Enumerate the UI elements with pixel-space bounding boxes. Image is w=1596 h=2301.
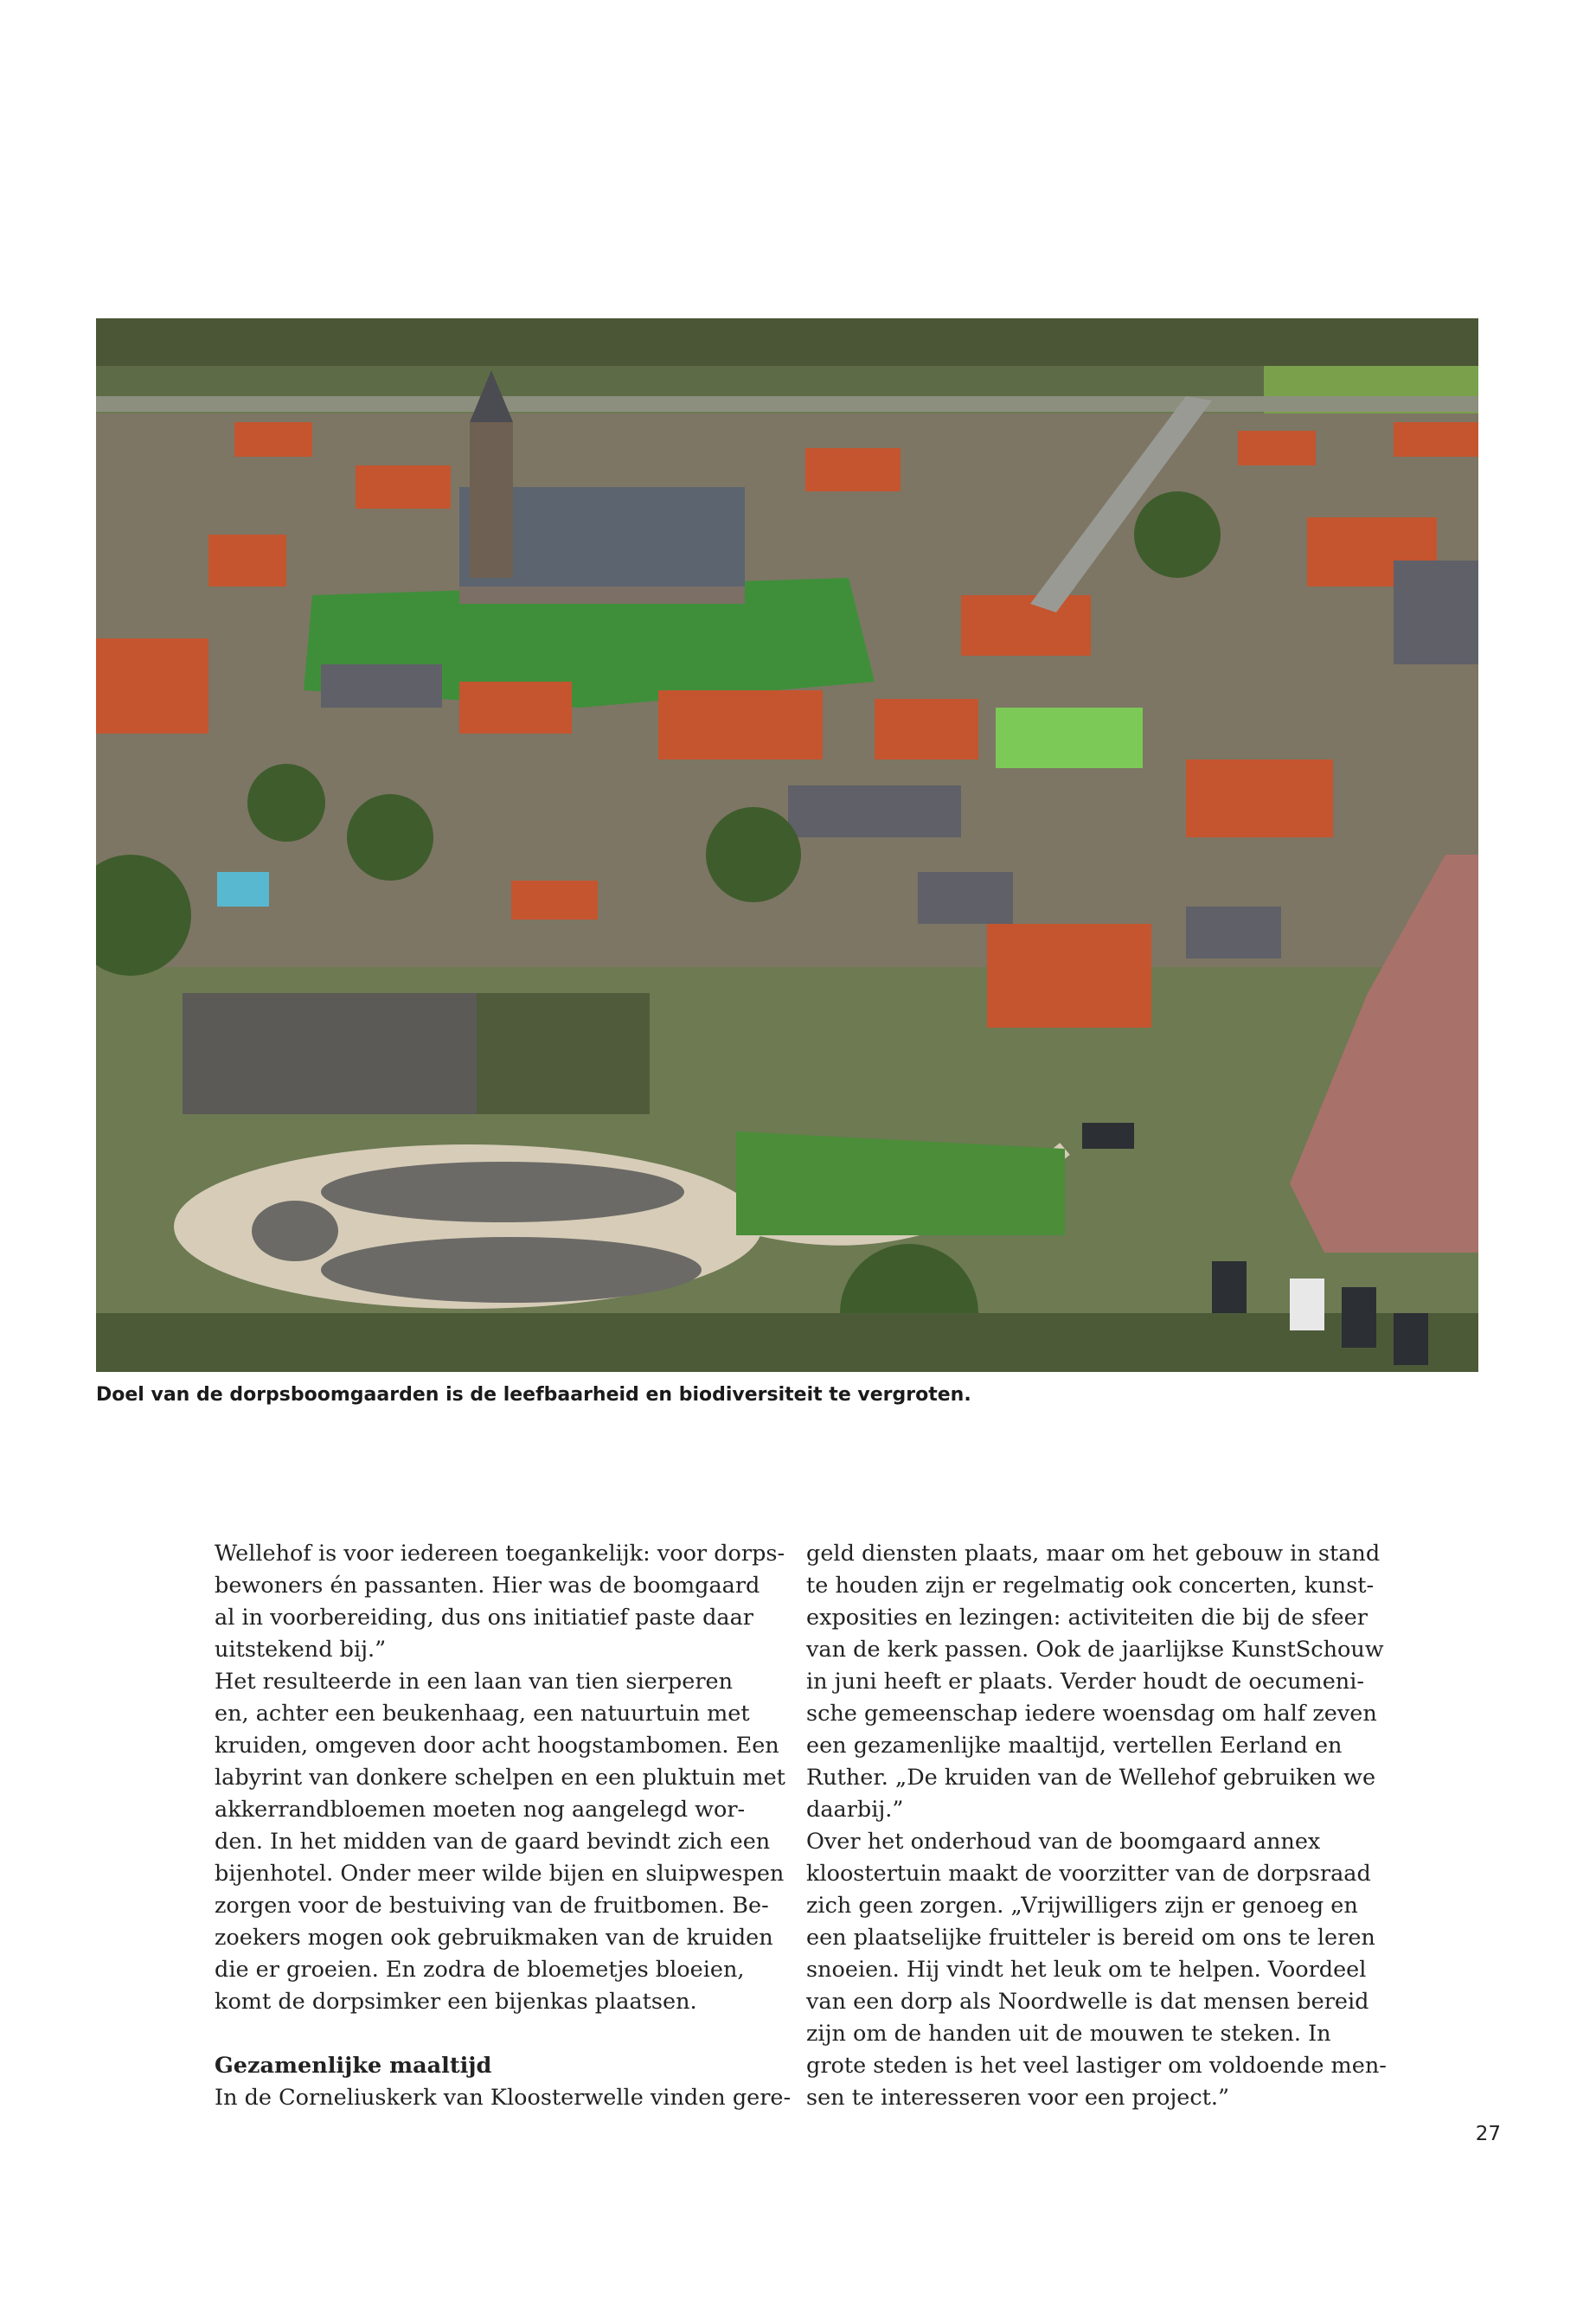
text-line: den. In het midden van de gaard bevindt zich een bbox=[215, 1829, 771, 1855]
text-line: die er groeien. En zodra de bloemetjes bloeien, bbox=[215, 1957, 745, 1983]
text-line: te houden zijn er regelmatig ook concerten, kunst- bbox=[806, 1573, 1375, 1599]
text-line: sche gemeenschap iedere woensdag om half zeven bbox=[806, 1701, 1377, 1727]
text-line: in juni heeft er plaats. Verder houdt de oecumeni- bbox=[806, 1669, 1364, 1695]
text-line: grote steden is het veel lastiger om voldoende men- bbox=[806, 2053, 1387, 2079]
text-line: Wellehof is voor iedereen toegankelijk: voor dorps- bbox=[215, 1541, 785, 1567]
text-line: al in voorbereiding, dus ons initiatief paste daar bbox=[215, 1605, 753, 1631]
text-line: kloostertuin maakt de voorzitter van de dorpsraad bbox=[806, 1861, 1371, 1887]
text-line: bewoners én passanten. Hier was de boomgaard bbox=[215, 1573, 760, 1599]
text-line: In de Corneliuskerk van Kloosterwelle vinden gere- bbox=[215, 2085, 792, 2111]
text-line: exposities en lezingen: activiteiten die bij de sfeer bbox=[806, 1605, 1368, 1631]
text-line: komt de dorpsimker een bijenkas plaatsen. bbox=[215, 1989, 697, 2015]
text-line: bijenhotel. Onder meer wilde bijen en sluipwespen bbox=[215, 1861, 785, 1887]
text-line: zijn om de handen uit de mouwen te steken. In bbox=[806, 2021, 1331, 2047]
text-line: van een dorp als Noordwelle is dat mensen bereid bbox=[806, 1989, 1369, 2015]
text-line: een gezamenlijke maaltijd, vertellen Eerland en bbox=[806, 1733, 1343, 1759]
text-column-right bbox=[806, 1538, 1387, 2114]
text-line: Ruther. „De kruiden van de Wellehof gebruiken we bbox=[806, 1765, 1376, 1791]
text-line: zoekers mogen ook gebruikmaken van de kruiden bbox=[215, 1925, 773, 1951]
photo-caption: Doel van de dorpsboomgaarden is de leefbaarheid en biodiversiteit te vergroten. bbox=[96, 1384, 971, 1406]
text-column-left bbox=[215, 1538, 792, 2114]
text-line: zorgen voor de bestuiving van de fruitbomen. Be- bbox=[215, 1893, 769, 1919]
text-line: snoeien. Hij vindt het leuk om te helpen. Voordeel bbox=[806, 1957, 1367, 1983]
text-line: kruiden, omgeven door acht hoogstambomen. Een bbox=[215, 1733, 779, 1759]
section-heading: Gezamenlijke maaltijd bbox=[215, 2053, 492, 2079]
text-line: akkerrandbloemen moeten nog aangelegd wor- bbox=[215, 1797, 746, 1823]
text-line: geld diensten plaats, maar om het gebouw in stand bbox=[806, 1541, 1381, 1567]
text-line: en, achter een beukenhaag, een natuurtuin met bbox=[215, 1701, 750, 1727]
text-line: uitstekend bij.” bbox=[215, 1637, 387, 1663]
paragraph-gap bbox=[215, 2018, 768, 2050]
text-line: Het resulteerde in een laan van tien sierperen bbox=[215, 1669, 734, 1695]
text-line: labyrint van donkere schelpen en een pluktuin met bbox=[215, 1765, 785, 1791]
text-line: een plaatselijke fruitteler is bereid om ons te leren bbox=[806, 1925, 1375, 1951]
aerial-village-photo bbox=[96, 318, 1478, 1372]
aerial-village-illustration bbox=[96, 318, 1478, 1372]
text-line: daarbij.” bbox=[806, 1797, 904, 1823]
text-line: sen te interesseren voor een project.” bbox=[806, 2085, 1230, 2111]
page-number: 27 bbox=[1475, 2123, 1501, 2145]
text-line: zich geen zorgen. „Vrijwilligers zijn er genoeg en bbox=[806, 1893, 1358, 1919]
text-line: van de kerk passen. Ook de jaarlijkse KunstSchouw bbox=[806, 1637, 1384, 1663]
text-line: Over het onderhoud van de boomgaard annex bbox=[806, 1829, 1321, 1855]
